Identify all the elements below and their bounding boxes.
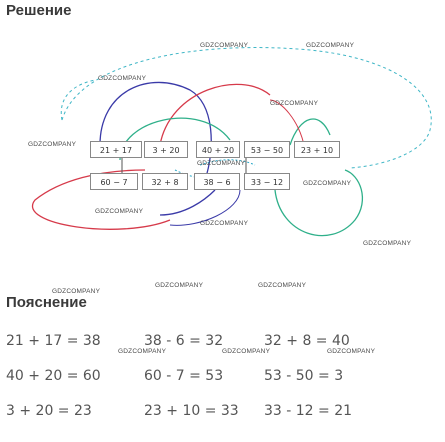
watermark: GDZCOMPANY [197,160,246,167]
watermark: GDZCOMPANY [258,282,307,289]
equation: 38 - 6 = 32 [144,333,224,349]
dashed-loop-arrow-2 [61,80,95,120]
watermark: GDZCOMPANY [98,75,147,82]
chain-box-bottom-3: 38 − 6 [194,173,240,190]
watermark: GDZCOMPANY [306,42,355,49]
chain-box-top-4: 53 − 50 [244,141,290,158]
chain-box-bottom-2: 32 + 8 [142,173,188,190]
blue-bottom-arrow [160,190,215,215]
chain-box-top-2: 3 + 20 [144,141,188,158]
watermark: GDZCOMPANY [118,348,167,355]
watermark: GDZCOMPANY [52,288,101,295]
solution-heading: Решение [6,2,72,19]
watermark: GDZCOMPANY [222,348,271,355]
equation: 32 + 8 = 40 [264,333,350,349]
equation: 40 + 20 = 60 [6,368,101,384]
watermark: GDZCOMPANY [327,348,376,355]
watermark: GDZCOMPANY [95,208,144,215]
equation: 60 - 7 = 53 [144,368,224,384]
explanation-heading: Пояснение [6,294,87,311]
watermark: GDZCOMPANY [270,100,319,107]
watermark: GDZCOMPANY [155,282,204,289]
equation: 21 + 17 = 38 [6,333,101,349]
watermark: GDZCOMPANY [303,180,352,187]
chain-box-top-5: 23 + 10 [294,141,340,158]
chain-box-bottom-1: 60 − 7 [90,173,138,190]
equation: 3 + 20 = 23 [6,403,92,419]
chain-box-top-1: 21 + 17 [90,141,142,158]
chain-box-top-3: 40 + 20 [196,141,240,158]
watermark: GDZCOMPANY [28,141,77,148]
watermark: GDZCOMPANY [200,42,249,49]
equation: 23 + 10 = 33 [144,403,239,419]
equation: 53 - 50 = 3 [264,368,344,384]
watermark: GDZCOMPANY [200,220,249,227]
chain-box-bottom-4: 33 − 12 [244,173,290,190]
red-arrow-2 [160,84,270,145]
equation: 33 - 12 = 21 [264,403,353,419]
watermark: GDZCOMPANY [363,240,412,247]
